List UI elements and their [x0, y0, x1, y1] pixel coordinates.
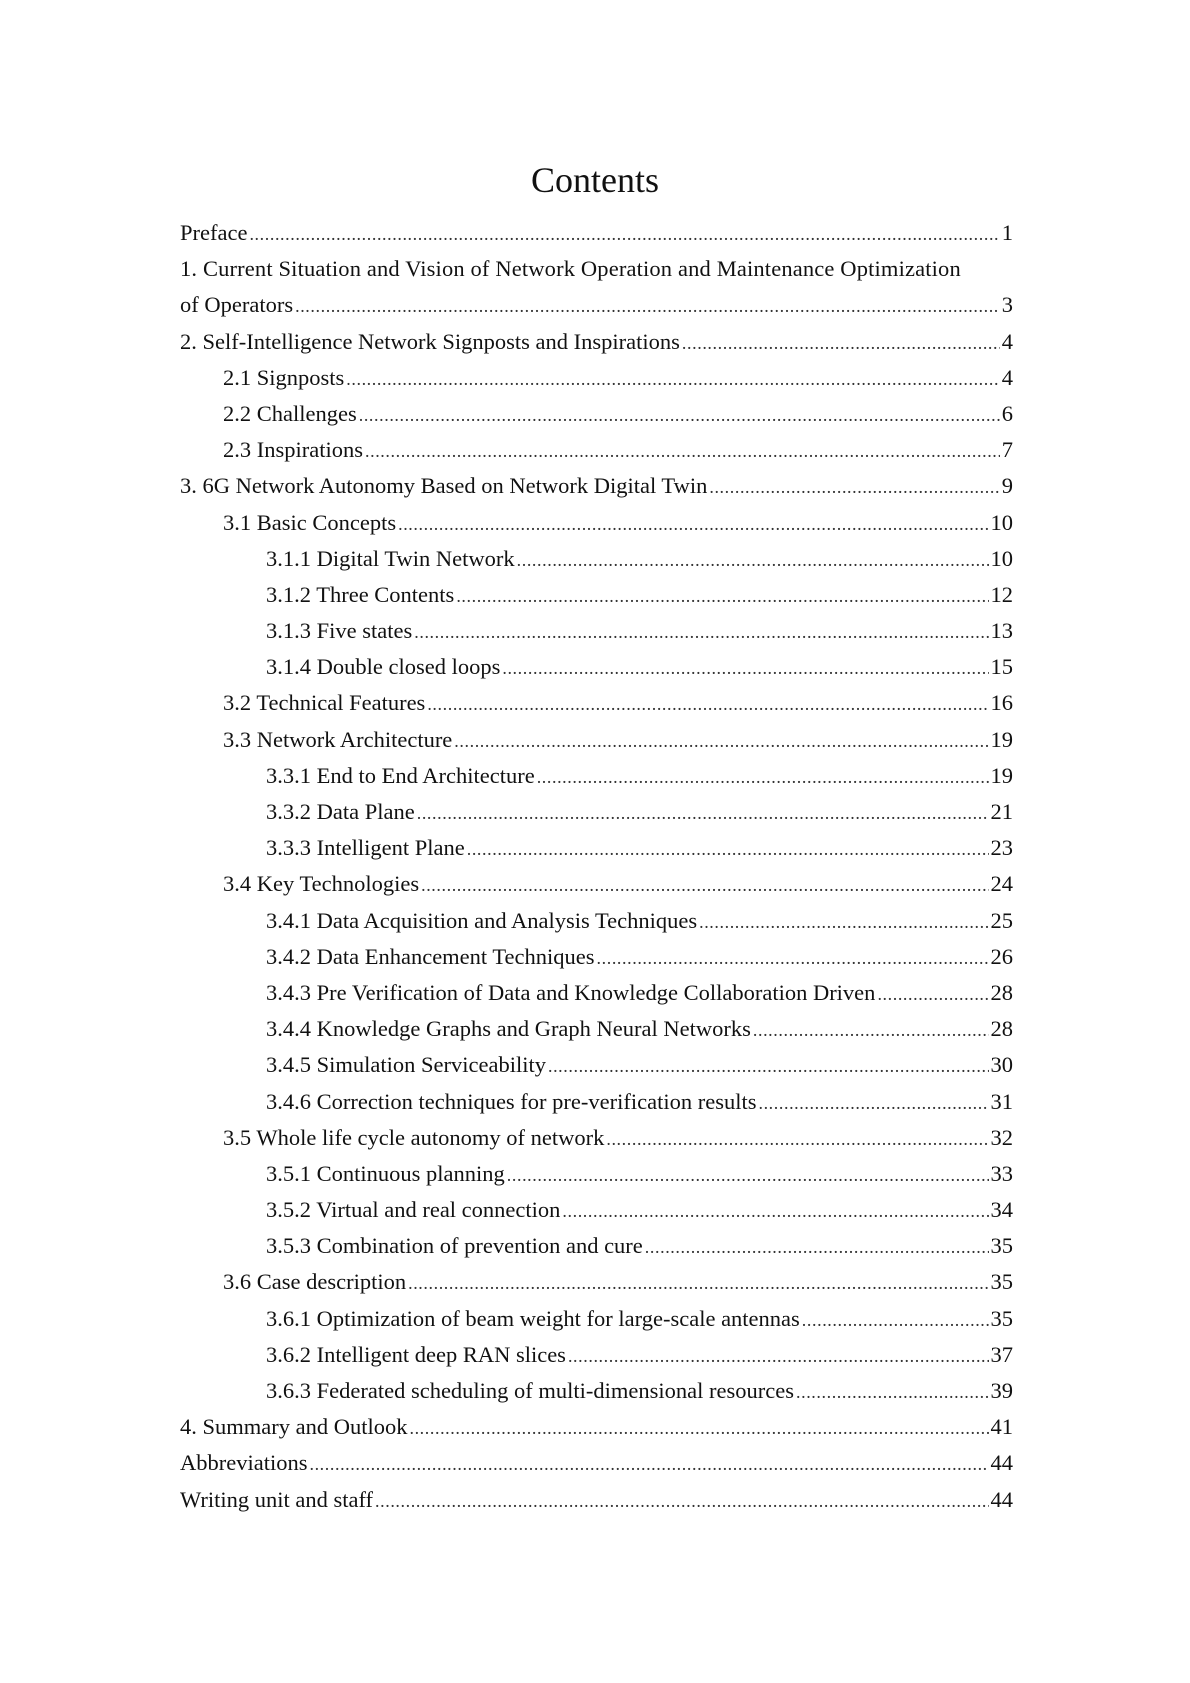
leader-dots	[566, 1338, 989, 1374]
toc-entry-3-4[interactable]	[180, 866, 1013, 902]
toc-entry-label: 3.6 Case description	[223, 1269, 407, 1295]
toc-entry-page: 44	[990, 1486, 1013, 1512]
toc-entry-3-3[interactable]	[180, 722, 1013, 758]
toc-entry-page: 33	[990, 1160, 1013, 1186]
toc-entry-label: 3.5 Whole life cycle autonomy of network	[223, 1124, 605, 1150]
leader-dots	[751, 1012, 989, 1048]
toc-entry-label: 2.3 Inspirations	[223, 437, 363, 463]
toc-entry-3-4-6[interactable]	[180, 1084, 1013, 1120]
leader-dots	[465, 831, 989, 867]
toc-entry-3-5-2[interactable]	[180, 1192, 1013, 1228]
toc-entry-3-4-2[interactable]	[180, 939, 1013, 975]
toc-entry-page: 21	[990, 799, 1013, 824]
toc-entry-label: 1. Current Situation and Vision of Network Operation and Maintenance Optimization	[180, 256, 961, 282]
toc-entry-abbreviations[interactable]	[180, 1445, 1013, 1481]
toc-entry-label: 3.4.6 Correction techniques for pre-verification results	[266, 1088, 757, 1114]
leader-dots	[363, 433, 1000, 469]
toc-entry-page: 30	[990, 1052, 1013, 1078]
toc-entry-label: 3.3.3 Intelligent Plane	[266, 835, 465, 861]
toc-entry-label: 3.6.2 Intelligent deep RAN slices	[266, 1341, 566, 1367]
toc-entry-3-5-3[interactable]	[180, 1228, 1013, 1264]
toc-entry-page: 39	[990, 1378, 1013, 1403]
leader-dots	[454, 578, 988, 614]
toc-entry-label: 3.1.3 Five states	[266, 618, 413, 644]
toc-entry-page: 28	[990, 979, 1013, 1005]
leader-dots	[643, 1229, 989, 1265]
toc-entry-3-4-4[interactable]	[180, 1011, 1013, 1047]
leader-dots	[452, 723, 988, 759]
toc-entry-label: 3.4.2 Data Enhancement Techniques	[266, 943, 595, 969]
leader-dots	[546, 1048, 989, 1084]
toc-entry-writing-unit[interactable]	[180, 1482, 1013, 1518]
toc-entry-page: 28	[990, 1016, 1013, 1042]
toc-entry-label: Preface	[180, 220, 248, 245]
leader-dots	[344, 361, 999, 397]
page-title: Contents	[530, 160, 659, 200]
leader-dots	[794, 1374, 989, 1410]
leader-dots	[604, 1121, 988, 1157]
leader-dots	[707, 469, 999, 505]
toc-entry-label: 3.5.1 Continuous planning	[266, 1160, 505, 1186]
toc-entry-page: 12	[990, 581, 1013, 607]
toc-entry-label: 3.4 Key Technologies	[223, 871, 420, 897]
toc-entry-page: 41	[990, 1414, 1013, 1440]
toc-entry-3-5[interactable]	[180, 1120, 1013, 1156]
leader-dots	[697, 904, 988, 940]
toc-entry-label: 3.6.1 Optimization of beam weight for large-scale antennas	[266, 1305, 800, 1331]
leader-dots	[373, 1483, 988, 1519]
toc-entry-3-3-2[interactable]	[180, 794, 1013, 830]
leader-dots	[307, 1446, 988, 1482]
toc-entry-page: 4	[1001, 328, 1013, 354]
toc-entry-chapter-4[interactable]	[180, 1409, 1013, 1445]
toc-entry-label: 2.2 Challenges	[223, 400, 357, 426]
toc-entry-page: 1	[1001, 220, 1013, 245]
leader-dots	[247, 216, 999, 252]
leader-dots	[415, 795, 989, 831]
toc-entry-3-6-1[interactable]	[180, 1301, 1013, 1337]
toc-entry-3-4-5[interactable]	[180, 1047, 1013, 1083]
leader-dots	[756, 1085, 988, 1121]
toc-entry-page: 37	[990, 1341, 1013, 1367]
toc-entry-label: of Operators	[180, 292, 294, 318]
toc-entry-label: 2.1 Signposts	[223, 364, 345, 390]
toc-entry-chapter-2[interactable]	[180, 324, 1013, 360]
leader-dots	[680, 325, 1000, 361]
toc-entry-page: 26	[990, 943, 1013, 969]
toc-entry-2-2[interactable]	[180, 396, 1013, 432]
toc-entry-page: 35	[990, 1269, 1013, 1295]
toc-entry-label: 3.6.3 Federated scheduling of multi-dimensional resources	[266, 1378, 794, 1403]
leader-dots	[500, 650, 988, 686]
toc-entry-chapter-3[interactable]	[180, 468, 1013, 504]
toc-entry-label: 3.1.2 Three Contents	[266, 581, 455, 607]
toc-entry-page: 31	[990, 1088, 1013, 1114]
toc-entry-page: 25	[990, 907, 1013, 933]
toc-entry-page: 15	[990, 654, 1013, 680]
toc-entry-3-6-3[interactable]	[180, 1373, 1013, 1409]
toc-entry-3-1-3[interactable]	[180, 613, 1013, 649]
leader-dots	[293, 288, 1000, 324]
toc-entry-label: 3.1.4 Double closed loops	[266, 654, 501, 680]
toc-entry-2-3[interactable]	[180, 432, 1013, 468]
leader-dots	[875, 976, 988, 1012]
toc-entry-label: 3. 6G Network Autonomy Based on Network Digital Twin	[180, 473, 708, 499]
toc-entry-page: 32	[990, 1124, 1013, 1150]
toc-entry-label: 3.3.1 End to End Architecture	[266, 762, 535, 788]
toc-entry-3-1-1[interactable]	[180, 541, 1013, 577]
toc-entry-page: 19	[990, 762, 1013, 788]
leader-dots	[535, 759, 989, 795]
toc-entry-page: 34	[990, 1197, 1013, 1223]
toc-entry-3-4-3[interactable]	[180, 975, 1013, 1011]
toc-entry-page: 10	[990, 545, 1013, 571]
toc-entry-3-3-3[interactable]	[180, 830, 1013, 866]
toc-entry-label: 3.5.2 Virtual and real connection	[266, 1197, 561, 1223]
toc-entry-chapter-1-cont[interactable]	[180, 287, 1013, 323]
leader-dots	[419, 867, 988, 903]
leader-dots	[595, 940, 989, 976]
toc-entry-page: 35	[990, 1305, 1013, 1331]
toc-entry-preface[interactable]	[180, 215, 1013, 251]
leader-dots	[505, 1157, 989, 1193]
toc-entry-page: 35	[990, 1233, 1013, 1259]
toc-entry-chapter-1[interactable]	[180, 251, 1013, 287]
toc-entry-2-1[interactable]	[180, 360, 1013, 396]
table-of-contents	[180, 215, 1013, 1518]
toc-entry-label: 3.1.1 Digital Twin Network	[266, 545, 515, 571]
toc-entry-page: 6	[1001, 400, 1013, 426]
toc-entry-page: 24	[990, 871, 1013, 897]
toc-entry-page: 13	[990, 618, 1013, 644]
toc-entry-page: 3	[1001, 292, 1013, 318]
toc-entry-label: 4. Summary and Outlook	[180, 1414, 408, 1440]
toc-entry-3-6[interactable]	[180, 1264, 1013, 1300]
toc-entry-label: 3.4.1 Data Acquisition and Analysis Techniques	[266, 907, 698, 933]
toc-entry-page: 7	[1001, 437, 1013, 463]
toc-entry-3-1-4[interactable]	[180, 649, 1013, 685]
leader-dots	[396, 506, 988, 542]
toc-entry-3-3-1[interactable]	[180, 758, 1013, 794]
toc-entry-page: 19	[990, 726, 1013, 752]
toc-entry-label: 3.1 Basic Concepts	[223, 509, 397, 535]
toc-entry-page: 16	[990, 690, 1013, 716]
toc-entry-label: 2. Self-Intelligence Network Signposts and Inspirations	[180, 328, 680, 354]
toc-entry-page: 10	[990, 509, 1013, 535]
toc-entry-label: Writing unit and staff	[180, 1486, 374, 1512]
leader-dots	[515, 542, 989, 578]
toc-entry-3-4-1[interactable]	[180, 903, 1013, 939]
leader-dots	[560, 1193, 988, 1229]
toc-entry-page: 9	[1001, 473, 1013, 499]
leader-dots	[406, 1265, 988, 1301]
toc-entry-label: 3.4.5 Simulation Serviceability	[266, 1052, 546, 1078]
leader-dots	[425, 686, 988, 722]
toc-entry-label: 3.5.3 Combination of prevention and cure	[266, 1233, 643, 1259]
toc-entry-3-2[interactable]	[180, 685, 1013, 721]
toc-entry-label: 3.3.2 Data Plane	[266, 799, 415, 824]
toc-entry-3-5-1[interactable]	[180, 1156, 1013, 1192]
toc-entry-3-1-2[interactable]	[180, 577, 1013, 613]
leader-dots	[800, 1302, 989, 1338]
toc-entry-3-6-2[interactable]	[180, 1337, 1013, 1373]
leader-dots	[357, 397, 1000, 433]
toc-entry-label: 3.4.3 Pre Verification of Data and Knowledge Collaboration Driven	[266, 979, 876, 1005]
toc-entry-label: 3.2 Technical Features	[223, 690, 426, 716]
toc-entry-3-1[interactable]	[180, 505, 1013, 541]
toc-entry-page: 44	[990, 1450, 1013, 1476]
toc-entry-page: 23	[990, 835, 1013, 861]
leader-dots	[412, 614, 988, 650]
toc-entry-label: 3.4.4 Knowledge Graphs and Graph Neural Networks	[266, 1016, 751, 1042]
leader-dots	[407, 1410, 988, 1446]
toc-entry-page: 4	[1001, 364, 1013, 390]
toc-entry-label: Abbreviations	[180, 1450, 308, 1476]
toc-entry-label: 3.3 Network Architecture	[223, 726, 453, 752]
